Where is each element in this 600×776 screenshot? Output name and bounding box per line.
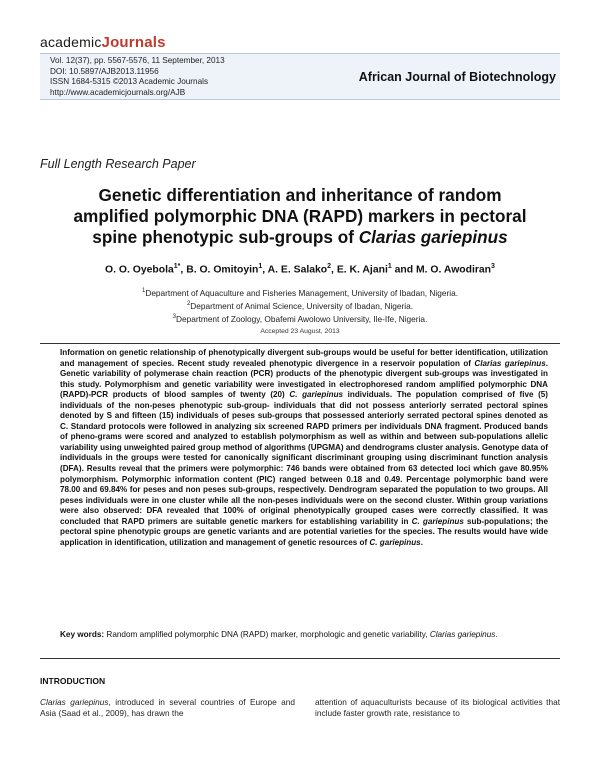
author-name: A. E. Salako [267,264,328,276]
abstract-text: sub-populations; the pectoral spine phenotypic groups are genetic variants and are potential varieties for the species. The results would have wide application in identification, utilization and management of genetic resources of [60,516,548,547]
title-line-2: amplified polymorphic DNA (RAPD) markers in pectoral [73,206,527,226]
abstract-text: . Genetic variability of polymerase chain reaction (PCR) products of the phenotypic divergent sub-groups was investigated in this study. Polymorphism and genetic variability were investigated in electrophoresed random amplified polymorphic DNA (RAPD)-PCR products of blood samples of twenty (20) [60,358,548,400]
section-heading-introduction: INTRODUCTION [40,676,106,686]
author-name: E. K. Ajani [336,264,388,276]
journal-name: African Journal of Biotechnology [358,70,556,84]
affiliation-2 [40,299,560,312]
author-sep: , [262,264,268,276]
meta-volume: Vol. 12(37), pp. 5567-5576, 11 September, 2013 [50,56,225,65]
author-sep: , [331,264,337,276]
author-affil-sup: 3 [491,263,495,270]
intro-species: Clarias gariepinus [40,697,109,707]
citation-meta [50,56,225,98]
meta-issn: ISSN 1684-5315 ©2013 Academic Journals [50,77,209,87]
author-list [40,263,560,275]
keywords [60,630,548,641]
intro-column-left [40,697,295,720]
keywords-text: Random amplified polymorphic DNA (RAPD) marker, morphologic and genetic variability, [104,630,430,639]
affil-sup: 1 [141,288,146,294]
publisher-logo [40,34,166,51]
keywords-bottom-rule [40,658,560,659]
abstract-species: C. gariepinus [411,516,464,526]
logo-text-journals: Journals [101,34,166,51]
paper-type: Full Length Research Paper [40,157,196,171]
author-name: M. O. Awodiran [415,264,492,276]
title-line-1: Genetic differentiation and inheritance of random [98,185,502,205]
author-affil-sup: 1 [387,263,392,270]
affiliation-3 [40,312,560,325]
keywords-label: Key words: [60,630,105,639]
abstract-species: Clarias gariepinus [474,358,546,368]
intro-column-right: attention of aquaculturists because of its biological activities that include faster growth rate, resistance to [315,697,560,719]
author-sep: , [180,264,187,276]
abstract-species: C. gariepinus [289,390,344,400]
paper-title [40,185,560,248]
abstract-text: . [420,537,423,547]
affil-text: Department of Animal Science, University of Ibadan, Nigeria. [190,300,414,311]
accepted-date: Accepted 23 August, 2013 [260,328,340,335]
author-affil-sup: 1 [173,263,178,270]
title-line-3 [40,227,560,248]
abstract-text: Information on genetic relationship of phenotypically divergent sub-groups would be useful for better identification, utilization and management of species. Recent study revealed phenotypic divergence in a reservoir population of [60,348,548,368]
author-and: and [391,264,416,276]
meta-doi: DOI: 10.5897/AJB2013.11956 [50,66,159,76]
author-affil-sup: 1 [258,263,263,270]
abstract-top-rule [40,343,560,344]
intro-text-left: , introduced in several countries of Europe and Asia (Saad et al., 2009), has drawn the [40,697,295,719]
corresponding-star: * [177,263,181,270]
abstract-species: C. gariepinus [369,537,421,547]
logo-text-academic: academic [40,34,102,50]
title-species: Clarias gariepinus [358,227,508,247]
affil-text: Department of Aquaculture and Fisheries Management, University of Ibadan, Nigeria. [145,287,459,298]
affiliation-1 [40,286,560,299]
abstract-text: individuals. The population comprised of five (5) individuals of the non-peses phenotypic sub-group- individuals that did not possess anteriorly serrated pectoral spines denoted by S and fifteen (15) individuals of peses sub-groups that possessed anteriorly serrated pectoral spines denoted as C. Standard protocols were followed in analyzing six screened RAPD primers per individuals DNA fragment. Produced bands of pheno-grams were scored and analyzed to establish polymorphism as well as within and between sub-populations allelic variability using unweighted paired group method of algorithms (UPGMA) and dendrograms cluster analysis. Genotype data of individuals in the groups were tested for canonically significant discriminant grouping using discriminant function analysis (DFA). Results reveal that the primers were polymorphic: 746 bands were obtained from 63 detected loci which gave 80.95% polymorphism. Polymorphic information content (PIC) ranged between 0.18 and 0.49. Percentage polymorphic band were 78.00 and 69.84% for peses and non peses sub-groups, respectively. Dendrogram separated the population to two groups. All peses individuals were in one cluster while all the non-peses individuals were on the second cluster. Within group variations were also observed: DFA revealed that 100% of original phenotypically grouped cases were correctly classified. It was concluded that RAPD primers are suitable genetic markers for establishing variability in [60,390,548,526]
affiliations [40,286,560,325]
keywords-species: Clarias gariepinus [429,630,496,639]
meta-url[interactable]: http://www.academicjournals.org/AJB [50,87,186,97]
author-name: B. O. Omitoyin [186,264,259,276]
author-affil-sup: 2 [327,263,332,270]
title-line-3-text: spine phenotypic sub-groups of [92,227,359,247]
affil-sup: 2 [186,300,191,307]
author-name: O. O. Oyebola [105,264,174,276]
affil-sup: 3 [172,313,176,320]
affil-text: Department of Zoology, Obafemi Awolowo University, Ile-Ife, Nigeria. [176,313,428,324]
keywords-end: . [495,630,498,639]
abstract [60,348,548,548]
